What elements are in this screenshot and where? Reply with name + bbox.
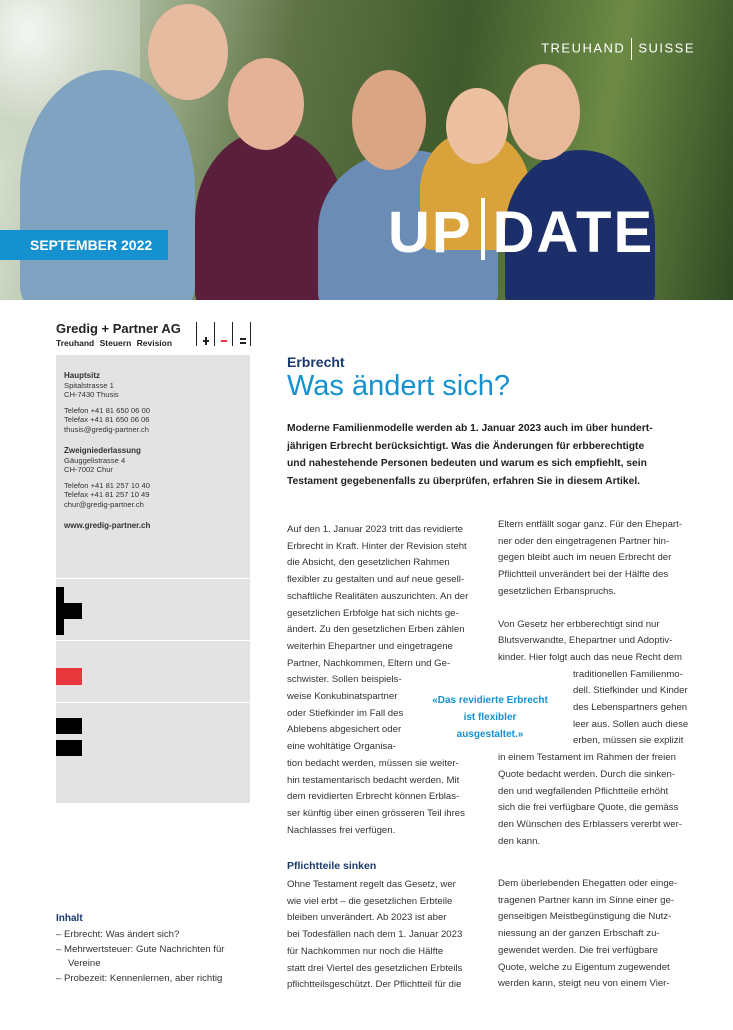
body-line: Quote bedacht werden. Durch die sinken- <box>498 768 676 780</box>
body-line: ner oder den eingetragenen Partner hin- <box>498 535 670 547</box>
body-line: tragenen Partner kann im Sinne einer ge- <box>498 894 674 906</box>
body-line: Nachlasses frei verfügen. <box>287 824 396 836</box>
update-right: DATE <box>492 200 655 265</box>
update-left: UP <box>388 200 473 265</box>
body-line: Pflichtteil unverändert bei der Hälfte des <box>498 569 669 581</box>
body-line: Partner, Nachkommen, Eltern und Ge- <box>287 657 451 669</box>
body-line: eine wohltätige Organisa- <box>287 741 396 753</box>
body-line: Ohne Testament regelt das Gesetz, wer <box>287 879 456 890</box>
body-line: hin testamentarisch bedacht werden. Mit <box>287 774 460 786</box>
body-line: pflichtteilsgeschützt. Der Pflichtteil für die <box>287 979 462 991</box>
branch-line: Gäuggelistrasse 4 <box>64 455 126 465</box>
body-line: den und wegfallenden Pflichtteile erhöht <box>498 785 669 797</box>
article-lead <box>287 420 697 490</box>
divider <box>56 702 250 703</box>
website-link[interactable]: www.gredig-partner.ch <box>64 521 151 530</box>
body-line: tion bedacht werden, müssen sie weiter- <box>287 757 459 769</box>
body-line: weiterhin Ehepartner und eingetragene <box>287 640 453 652</box>
article-column-1-continued <box>287 877 487 994</box>
body-line: schwister. Sollen beispiels- <box>287 674 402 686</box>
body-line: Von Gesetz her erbberechtigt sind nur <box>498 618 660 630</box>
body-line: leer aus. Sollen auch diese <box>573 718 689 730</box>
toc-item[interactable]: – Probezeit: Kennenlernen, aber richtig <box>56 972 223 984</box>
body-line: gesetzlichen Erbanspruchs. <box>498 585 616 597</box>
body-line: ändert. Zu den gesetzlichen Erben zählen <box>287 624 465 636</box>
body-line: des Lebenspartners gehen <box>573 702 688 714</box>
divider <box>56 578 250 579</box>
article-column-1 <box>287 522 487 839</box>
body-line: Eltern entfällt sogar ganz. Für den Ehepart- <box>498 519 682 530</box>
body-line: genseitigen Meistbegünstigung die Nutz- <box>498 911 672 923</box>
toc-item[interactable]: – Erbrecht: Was ändert sich? <box>56 929 180 940</box>
body-line: wie viel erbt – die gesetzlichen Erbteile <box>287 895 453 907</box>
hq-address <box>64 371 150 435</box>
minus-mark-icon <box>56 668 82 686</box>
lead-line: jährigen Erbrecht berücksichtigt. Was die Änderungen für erbberechtigte <box>287 440 645 452</box>
body-line: sich die frei verfügbare Quote, die gemäss <box>498 802 679 814</box>
update-title <box>388 198 654 266</box>
branch-address <box>64 446 150 510</box>
body-line: dem revidierten Erbrecht können Erblas- <box>287 791 460 803</box>
plus-mark-icon <box>56 587 82 635</box>
body-line: dell. Stiefkinder und Kinder <box>573 685 688 697</box>
lead-line: Moderne Familienmodelle werden ab 1. Januar 2023 auch im über hundert- <box>287 423 653 434</box>
company-name: Gredig + Partner AG <box>56 321 181 336</box>
person-grandmother-head <box>228 58 304 150</box>
brand-logo <box>541 38 695 60</box>
body-line: ser künftig über einen grösseren Teil ihres <box>287 807 465 819</box>
body-line: Ablebens abgesichert oder <box>287 724 402 736</box>
hq-line: CH-7430 Thusis <box>64 390 119 400</box>
pull-quote: «Das revidierte Erbrecht ist flexibler ausgestaltet.» <box>432 692 548 743</box>
branch-email[interactable]: chur@gredig-partner.ch <box>64 499 144 509</box>
body-line: werden kann, steigt neu von einem Vier- <box>498 978 670 990</box>
body-line: gewendet werden. Die frei verfügbare <box>498 944 658 956</box>
branch-heading: Zweigniederlassung <box>64 446 141 455</box>
body-line: statt drei Viertel des gesetzlichen Erbteils <box>287 962 463 974</box>
body-line: Auf den 1. Januar 2023 tritt das revidierte <box>287 524 463 535</box>
body-line: die Absicht, den gesetzlichen Rahmen <box>287 557 450 569</box>
body-line: weise Konkubinatspartner <box>287 691 398 703</box>
article-column-2-continued <box>498 876 698 993</box>
branch-fax: Telefax +41 81 257 10 49 <box>64 490 150 500</box>
body-line: traditionellen Familienmo- <box>573 668 683 680</box>
body-line: oder Stiefkinder im Fall des <box>287 707 404 719</box>
paragraph <box>498 517 698 601</box>
divider <box>56 640 250 641</box>
company-tagline: Treuhand Steuern Revision <box>56 338 173 348</box>
date-badge: SEPTEMBER 2022 <box>0 230 168 260</box>
body-line: erben, müssen sie explizit <box>573 735 684 747</box>
brand-text-right: SUISSE <box>638 40 695 56</box>
person-child-head <box>446 88 508 164</box>
body-line: den kann. <box>498 835 541 847</box>
article-headline: Was ändert sich? <box>287 370 510 402</box>
toc-list <box>56 928 256 986</box>
body-line: flexibler zu gestalten und auf neue gesell- <box>287 574 465 586</box>
lead-line: und nahestehende Personen bedeuten und warum es sich empfiehlt, sein <box>287 458 647 469</box>
body-line: den Wünschen des Erblassers vererbt wer- <box>498 818 682 830</box>
body-line: Dem überlebenden Ehegatten oder einge- <box>498 878 678 889</box>
body-line: schaftliche Realitäten auszurichten. An der <box>287 590 469 602</box>
body-line: für Nachkommen nur noch die Hälfte <box>287 945 444 957</box>
body-line: gegen bleibt auch im neuen Erbrecht der <box>498 552 672 564</box>
body-line: Quote, welche zu Eigentum zugewendet <box>498 961 670 973</box>
equals-mark-icon <box>56 718 82 756</box>
hq-line: Spitalstrasse 1 <box>64 380 114 390</box>
hq-email[interactable]: thusis@gredig-partner.ch <box>64 424 149 434</box>
hero-photo <box>0 0 733 300</box>
toc-item[interactable]: – Mehrwertsteuer: Gute Nachrichten für Vereine <box>56 943 225 970</box>
body-line: Erbrecht in Kraft. Hinter der Revision steht <box>287 540 467 552</box>
hq-heading: Hauptsitz <box>64 371 100 380</box>
hq-phone: Telefon +41 81 650 06 00 <box>64 405 150 415</box>
person-father-head <box>352 70 426 170</box>
body-line: niessung an der ganzen Erbschaft zu- <box>498 928 660 940</box>
article-kicker: Erbrecht <box>287 354 345 370</box>
article-subheading: Pflichtteile sinken <box>287 860 377 872</box>
branch-line: CH-7002 Chur <box>64 465 113 475</box>
toc-title: Inhalt <box>56 913 83 924</box>
body-line: Blutsverwandte, Ehepartner und Adoptiv- <box>498 635 673 647</box>
company-logo-icon <box>196 322 252 348</box>
body-line: bei Todesfällen nach dem 1. Januar 2023 <box>287 929 463 941</box>
hq-fax: Telefax +41 81 650 06 06 <box>64 415 150 425</box>
brand-text-left: TREUHAND <box>541 40 626 56</box>
body-line: kinder. Hier folgt auch das neue Recht dem <box>498 651 682 663</box>
body-line: in einem Testament im Rahmen der freien <box>498 752 676 764</box>
person-mother-head <box>508 64 580 160</box>
person-grandfather-head <box>148 4 228 100</box>
person-grandfather <box>20 70 195 300</box>
lead-line: Testament gegebenenfalls zu überprüfen, erfahren Sie in diesem Artikel. <box>287 475 641 487</box>
body-line: bleiben unverändert. Ab 2023 ist aber <box>287 912 447 924</box>
branch-phone: Telefon +41 81 257 10 40 <box>64 480 150 490</box>
body-line: gesetzlichen Erbfolge hat sich nichts ge- <box>287 607 459 619</box>
